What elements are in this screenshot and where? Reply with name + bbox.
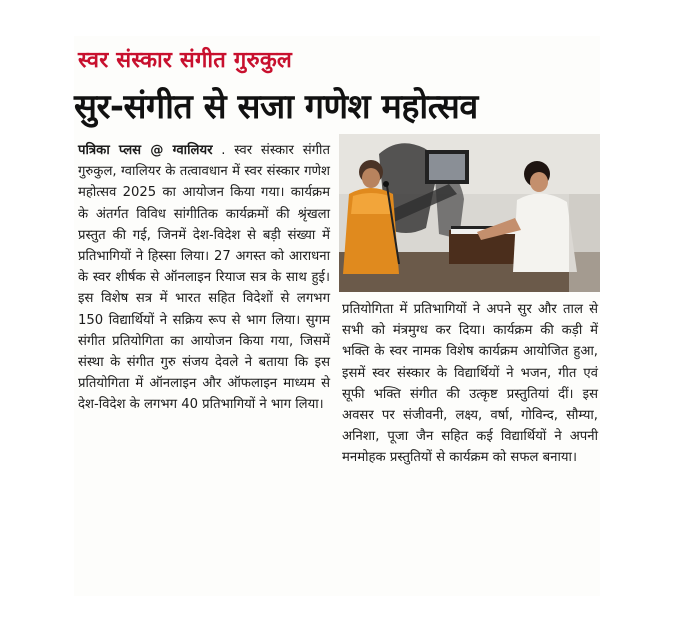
column-1-text: . स्वर संस्कार संगीत गुरुकुल, ग्वालियर के तत्वावधान में स्वर संस्कार गणेश महोत्सव 2025 का आयोजन किया गया। कार्यक्रम के अंतर्गत विविध सांगीतिक कार्यक्रमों की श्रृंखला प्रस्तुत की गई, जिनमें देश-विदेश से बड़ी संख्या में प्रतिभागियों ने हिस्सा लिया। 27 अगस्त को आराधना के स्वर शीर्षक से ऑनलाइन रियाज सत्र के साथ हुई। इस विशेष सत्र में भारत सहित विदेशों से लगभग 150 विद्यार्थियों ने सक्रिय रूप से भाग लिया। सुगम संगीत प्रतियोगिता का आयोजन किया गया, जिसमें संस्था के संगीत गुरु संजय देवले ने बताया कि इस प्रतियोगिता में ऑनलाइन और ऑफलाइन माध्यम से देश-विदेश के लगभग 40 प्रतिभागियों ने भाग लिया। [78, 143, 330, 413]
event-photo [339, 134, 600, 292]
news-clipping [74, 36, 600, 596]
event-photo-illustration [339, 134, 600, 292]
article-column-1 [78, 140, 330, 416]
headline: सुर-संगीत से सजा गणेश महोत्सव [74, 87, 478, 127]
article-column-2: प्रतियोगिता में प्रतिभागियों ने अपने सुर और ताल से सभी को मंत्रमुग्ध कर दिया। कार्यक्रम की कड़ी में भक्ति के स्वर नामक विशेष कार्यक्रम आयोजित हुआ, इसमें स्वर संस्कार के विद्यार्थियों ने भजन, गीत एवं सूफी भक्ति संगीत की उत्कृष्ट प्रस्तुतियां दीं। इस अवसर पर संजीवनी, लक्ष्य, वर्षा, गोविन्द, सौम्या, अनिशा, पूजा जैन सहित कई विद्यार्थियों ने अपनी मनमोहक प्रस्तुतियों से कार्यक्रम को सफल बनाया। [342, 302, 598, 466]
byline: पत्रिका प्लस @ ग्वालियर [78, 143, 213, 158]
kicker-heading: स्वर संस्कार संगीत गुरुकुल [78, 48, 293, 73]
